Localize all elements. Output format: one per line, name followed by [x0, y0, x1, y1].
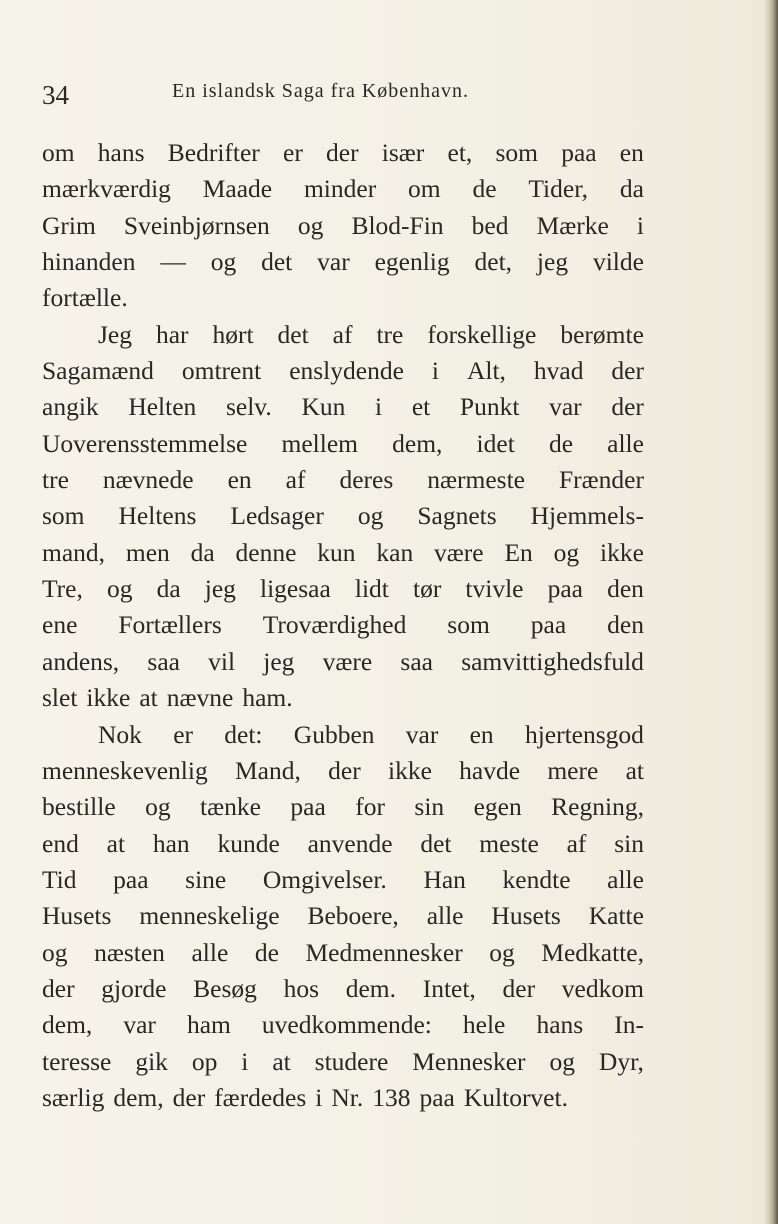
- text-line: andens, saa vil jeg være saa samvittighedsfuld: [42, 646, 644, 676]
- text-line: Jeg har hørt det af tre forskellige berømte: [98, 319, 644, 349]
- text-line: og næsten alle de Medmennesker og Medkatte,: [42, 937, 644, 967]
- text-line: der gjorde Besøg hos dem. Intet, der vedkom: [42, 973, 644, 1003]
- page-header: [42, 78, 642, 118]
- text-line: end at han kunde anvende det meste af sin: [42, 828, 644, 858]
- page-edge-shadow: [764, 0, 778, 1224]
- text-line: angik Helten selv. Kun i et Punkt var der: [42, 392, 644, 422]
- text-line: menneskevenlig Mand, der ikke havde mere at: [42, 755, 644, 785]
- body-text: [42, 135, 644, 1116]
- text-line: særlig dem, der færdedes i Nr. 138 paa Kultorvet.: [42, 1082, 568, 1112]
- text-line: teresse gik op i at studere Mennesker og Dyr,: [42, 1046, 644, 1076]
- paragraph: [42, 717, 644, 1117]
- text-line: mand, men da denne kun kan være En og ikke: [42, 537, 644, 567]
- text-line: om hans Bedrifter er der især et, som paa en: [42, 138, 644, 167]
- text-line: bestille og tænke paa for sin egen Regning,: [42, 792, 644, 822]
- text-line: slet ikke at nævne ham.: [42, 683, 293, 713]
- text-line: ene Fortællers Troværdighed som paa den: [42, 610, 644, 640]
- text-line: Tid paa sine Omgivelser. Han kendte alle: [42, 864, 644, 894]
- text-line: fortælle.: [42, 283, 128, 313]
- text-line: Husets menneskelige Beboere, alle Husets Katte: [42, 901, 644, 931]
- paragraph: [42, 135, 644, 317]
- text-line: som Heltens Ledsager og Sagnets Hjemmels-: [42, 501, 644, 531]
- text-line: Sagamænd omtrent enslydende i Alt, hvad der: [42, 356, 644, 386]
- paragraph: [42, 317, 644, 717]
- page-number: 34: [42, 80, 69, 110]
- text-line: Tre, og da jeg ligesaa lidt tør tvivle paa den: [42, 574, 644, 604]
- text-line: Uoverensstemmelse mellem dem, idet de alle: [42, 428, 644, 458]
- running-title: En islandsk Saga fra København.: [172, 80, 470, 102]
- text-line: dem, var ham uvedkommende: hele hans In-: [42, 1010, 644, 1040]
- text-line: hinanden — og det var egenlig det, jeg vilde: [42, 247, 644, 277]
- text-line: Nok er det: Gubben var en hjertensgod: [98, 719, 644, 749]
- text-line: tre nævnede en af deres nærmeste Frænder: [42, 465, 644, 495]
- text-line: Grim Sveinbjørnsen og Blod-Fin bed Mærke i: [42, 210, 644, 240]
- text-line: mærkværdig Maade minder om de Tider, da: [42, 174, 644, 204]
